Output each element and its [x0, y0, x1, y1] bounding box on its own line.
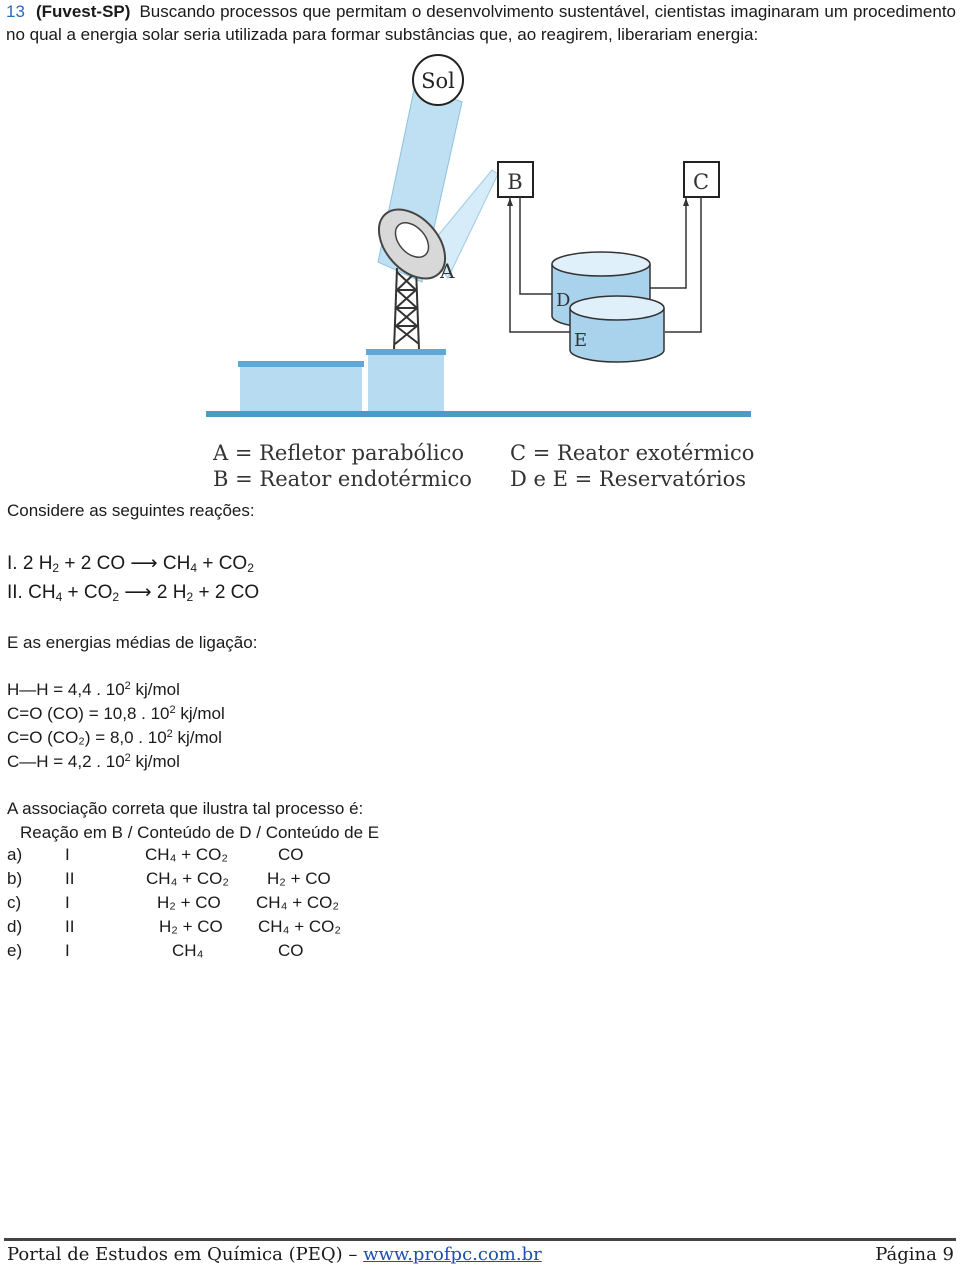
- label-a: A: [440, 259, 455, 283]
- label-b: B: [507, 170, 523, 194]
- option-reaction: II: [65, 917, 75, 936]
- footer-page-number: Página 9: [875, 1244, 954, 1265]
- subscript: 2: [52, 561, 60, 575]
- arrow-up-icon: [507, 198, 513, 206]
- exponent: 2: [166, 728, 173, 740]
- energy-text: H = 4,4 . 10: [36, 680, 125, 699]
- reaction-arrow-icon: ⟶: [124, 582, 152, 603]
- energy-text: C=O (CO) = 10,8 . 10: [7, 704, 170, 723]
- exponent: 2: [124, 752, 131, 764]
- reaction-2-number: II.: [7, 582, 23, 603]
- footer-left: [7, 1244, 542, 1265]
- subscript: 4: [55, 590, 63, 604]
- question-number: 13: [6, 2, 25, 21]
- label-d: D: [556, 290, 571, 311]
- energy-unit: kj/mol: [172, 728, 222, 747]
- option-reaction: I: [65, 941, 70, 960]
- sun-label: Sol: [421, 69, 455, 93]
- energy-unit: kj/mol: [130, 752, 180, 771]
- reaction-1-text: + 2 CO: [59, 553, 131, 574]
- options-header: Reação em B / Conteúdo de D / Conteúdo de E: [20, 823, 380, 842]
- reaction-1-text: + CO: [197, 553, 248, 574]
- option-reaction: II: [65, 869, 75, 888]
- footer-divider: [4, 1238, 956, 1241]
- subscript: 2: [112, 590, 120, 604]
- subscript: 4: [190, 561, 198, 575]
- legend-de: D e E = Reservatórios: [510, 467, 747, 491]
- option-letter: e): [7, 941, 23, 960]
- option-e: CO: [278, 845, 304, 864]
- legend-b: B = Reator endotérmico: [213, 467, 472, 491]
- exponent: 2: [169, 704, 176, 716]
- reaction-2: [7, 581, 259, 604]
- label-c: C: [692, 170, 710, 194]
- bond-dash: —: [19, 752, 37, 771]
- subscript: 2: [186, 590, 194, 604]
- option-reaction: I: [65, 845, 70, 864]
- reaction-1: [7, 552, 254, 575]
- energy-text: H = 4,2 . 10: [36, 752, 125, 771]
- reaction-1-text: CH: [157, 553, 191, 574]
- option-e: H₂ + CO: [267, 869, 331, 888]
- reaction-2-text: + CO: [62, 582, 113, 603]
- energy-ch: [7, 750, 180, 774]
- option-letter: b): [7, 869, 23, 888]
- tank-top-left: [238, 361, 364, 367]
- bond-dash: —: [19, 680, 37, 699]
- legend-a: A = Refletor parabólico: [213, 441, 465, 465]
- ground-tank-left: [240, 366, 362, 412]
- exponent: 2: [124, 680, 131, 692]
- legend-c: C = Reator exotérmico: [510, 441, 755, 465]
- question-statement: [6, 0, 956, 46]
- footer-portal-name: Portal de Estudos em Química (PEQ) –: [7, 1244, 358, 1265]
- option-e: CH₄ + CO₂: [258, 917, 341, 936]
- energy-co2: [7, 726, 222, 750]
- option-d: H₂ + CO: [159, 917, 223, 936]
- reaction-2-text: 2 H: [151, 582, 187, 603]
- label-e: E: [574, 330, 588, 351]
- option-e: CO: [278, 941, 304, 960]
- tank-top-right: [366, 349, 446, 355]
- energy-text: C=O (CO₂) = 8,0 . 10: [7, 728, 167, 747]
- question-text: Buscando processos que permitam o desenvolvimento sustentável, cientistas imaginaram um procedimento no qual a energia solar seria utilizada para formar substâncias que, ao reagirem, liberariam energia:: [6, 2, 956, 44]
- energy-text: C: [7, 752, 20, 771]
- option-d: CH₄ + CO₂: [146, 869, 229, 888]
- energy-hh: [7, 678, 180, 702]
- question-prompt: A associação correta que ilustra tal processo é:: [7, 799, 364, 818]
- option-e: CH₄ + CO₂: [256, 893, 339, 912]
- option-letter: c): [7, 893, 22, 912]
- reservoir-e: [570, 296, 664, 362]
- energy-unit: kj/mol: [175, 704, 225, 723]
- arrow-up-icon: [683, 198, 689, 206]
- reactions-intro: Considere as seguintes reações:: [7, 501, 255, 520]
- option-d: CH₄ + CO₂: [145, 845, 228, 864]
- reaction-2-text: CH: [22, 582, 56, 603]
- ground-tank-right: [368, 354, 444, 412]
- option-letter: d): [7, 917, 23, 936]
- footer-link[interactable]: www.profpc.com.br: [363, 1244, 542, 1265]
- reaction-1-text: 2 H: [22, 553, 53, 574]
- solar-process-diagram: [200, 50, 760, 500]
- energies-intro: E as energias médias de ligação:: [7, 633, 258, 652]
- question-source: (Fuvest-SP): [35, 2, 131, 21]
- option-d: H₂ + CO: [157, 893, 221, 912]
- option-reaction: I: [65, 893, 70, 912]
- option-letter: a): [7, 845, 23, 864]
- option-d: CH₄: [172, 941, 204, 960]
- subscript: 2: [247, 561, 254, 575]
- energy-unit: kj/mol: [130, 680, 180, 699]
- reaction-2-text: + 2 CO: [193, 582, 260, 603]
- energy-text: H: [7, 680, 20, 699]
- reaction-arrow-icon: ⟶: [130, 553, 158, 574]
- energy-co: [7, 702, 225, 726]
- tower: [394, 268, 419, 350]
- ground-line: [206, 411, 751, 417]
- reaction-1-number: I.: [7, 553, 18, 574]
